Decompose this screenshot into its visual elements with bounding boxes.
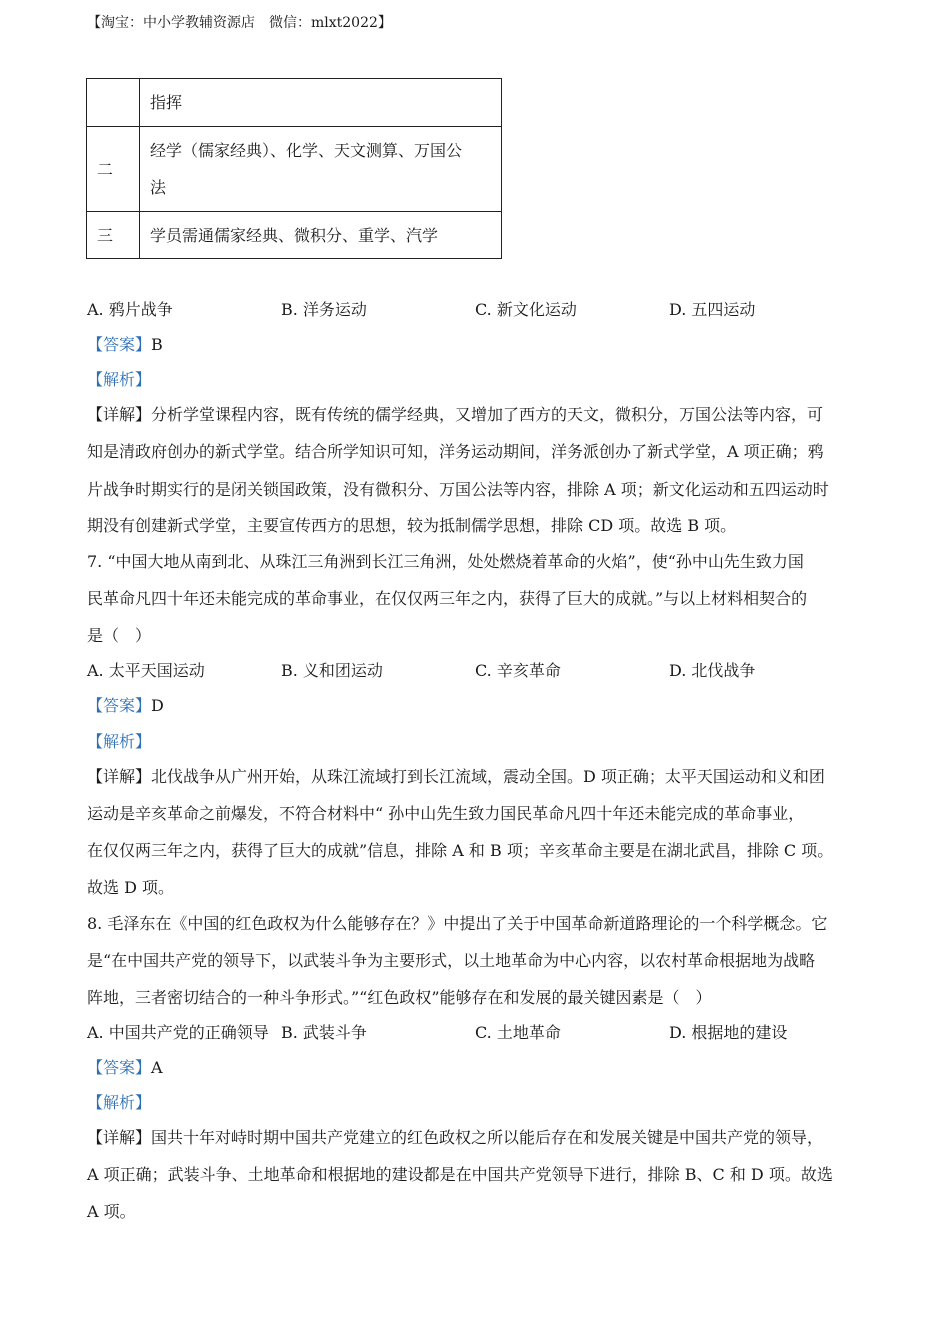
q8-detail-line: A 项正确；武装斗争、土地革命和根据地的建设都是在中国共产党领导下进行，排除 B、C 和 D 项。故选 (87, 1165, 833, 1184)
q6-detail-line: 知是清政府创办的新式学堂。结合所学知识可知，洋务运动期间，洋务派创办了新式学堂，A 项正确；鸦 (87, 442, 824, 461)
q6-option-b: B. 洋务运动 (281, 300, 367, 319)
q7-analysis-tag: 【解析】 (87, 732, 152, 751)
table-row (87, 79, 502, 127)
table-cell-num: 三 (87, 212, 140, 259)
table-cell-num (87, 79, 140, 127)
q8-option-b: B. 武装斗争 (281, 1023, 367, 1042)
q8-option-d: D. 根据地的建设 (669, 1023, 788, 1042)
table-cell-content: 经学（儒家经典）、化学、天文测算、万国公 法 (140, 127, 502, 212)
q7-detail-line: 【详解】北伐战争从广州开始，从珠江流域打到长江流域，震动全国。D 项正确；太平天国运动和义和团 (87, 767, 825, 786)
q8-stem-line: 阵地，三者密切结合的一种斗争形式。”“红色政权”能够存在和发展的最关键因素是（ ） (87, 988, 712, 1007)
q8-option-a: A. 中国共产党的正确领导 (87, 1023, 269, 1042)
q7-option-a: A. 太平天国运动 (87, 661, 205, 680)
q8-answer: 【答案】A (87, 1058, 163, 1077)
q6-detail-line: 期没有创建新式学堂，主要宣传西方的思想，较为抵制儒学思想，排除 CD 项。故选 B 项。 (87, 516, 737, 535)
q8-detail-line: 【详解】国共十年对峙时期中国共产党建立的红色政权之所以能后存在和发展关键是中国共产党的领导， (87, 1128, 824, 1147)
table-row (87, 127, 502, 212)
table-cell-num: 二 (87, 127, 140, 212)
q8-stem-line: 8. 毛泽东在《中国的红色政权为什么能够存在？》中提出了关于中国革命新道路理论的一个科学概念。它 (87, 914, 828, 933)
q7-option-c: C. 辛亥革命 (475, 661, 561, 680)
q7-detail-line: 故选 D 项。 (87, 878, 175, 897)
q8-analysis-tag: 【解析】 (87, 1093, 152, 1112)
q8-stem-line: 是“在中国共产党的领导下，以武装斗争为主要形式，以土地革命为中心内容，以农村革命根据地为战略 (87, 951, 816, 970)
q8-detail-line: A 项。 (87, 1202, 136, 1221)
q7-option-d: D. 北伐战争 (669, 661, 756, 680)
q7-answer: 【答案】D (87, 696, 164, 715)
q7-stem-line: 民革命凡四十年还未能完成的革命事业，在仅仅两三年之内，获得了巨大的成就。”与以上材料相契合的 (87, 589, 808, 608)
course-table (86, 78, 502, 259)
q8-option-c: C. 土地革命 (475, 1023, 561, 1042)
q6-analysis-tag: 【解析】 (87, 370, 152, 389)
q7-option-b: B. 义和团运动 (281, 661, 383, 680)
q7-stem-line: 是（ ） (87, 626, 152, 645)
q7-detail-line: 在仅仅两三年之内，获得了巨大的成就”信息，排除 A 和 B 项；辛亥革命主要是在湖北武昌，排除 C 项。 (87, 841, 834, 860)
q7-detail-line: 运动是辛亥革命之前爆发，不符合材料中“ 孙中山先生致力国民革命凡四十年还未能完成的革命事业， (87, 804, 805, 823)
q6-option-d: D. 五四运动 (669, 300, 756, 319)
q7-stem-line: 7. “中国大地从南到北、从珠江三角洲到长江三角洲，处处燃烧着革命的火焰”，使“孙中山先生致力国 (87, 552, 804, 571)
q6-detail-line: 【详解】分析学堂课程内容，既有传统的儒学经典，又增加了西方的天文，微积分，万国公法等内容，可 (87, 405, 824, 424)
q6-detail-line: 片战争时期实行的是闭关锁国政策，没有微积分、万国公法等内容，排除 A 项；新文化运动和五四运动时 (87, 480, 829, 499)
q6-option-c: C. 新文化运动 (475, 300, 577, 319)
page-header: 【淘宝：中小学教辅资源店 微信：mlxt2022】 (87, 15, 392, 31)
table-cell-content: 学员需通儒家经典、微积分、重学、汽学 (140, 212, 502, 259)
q6-option-a: A. 鸦片战争 (87, 300, 173, 319)
table-row (87, 212, 502, 259)
q6-answer: 【答案】B (87, 335, 163, 354)
table-cell-content: 指挥 (140, 79, 502, 127)
